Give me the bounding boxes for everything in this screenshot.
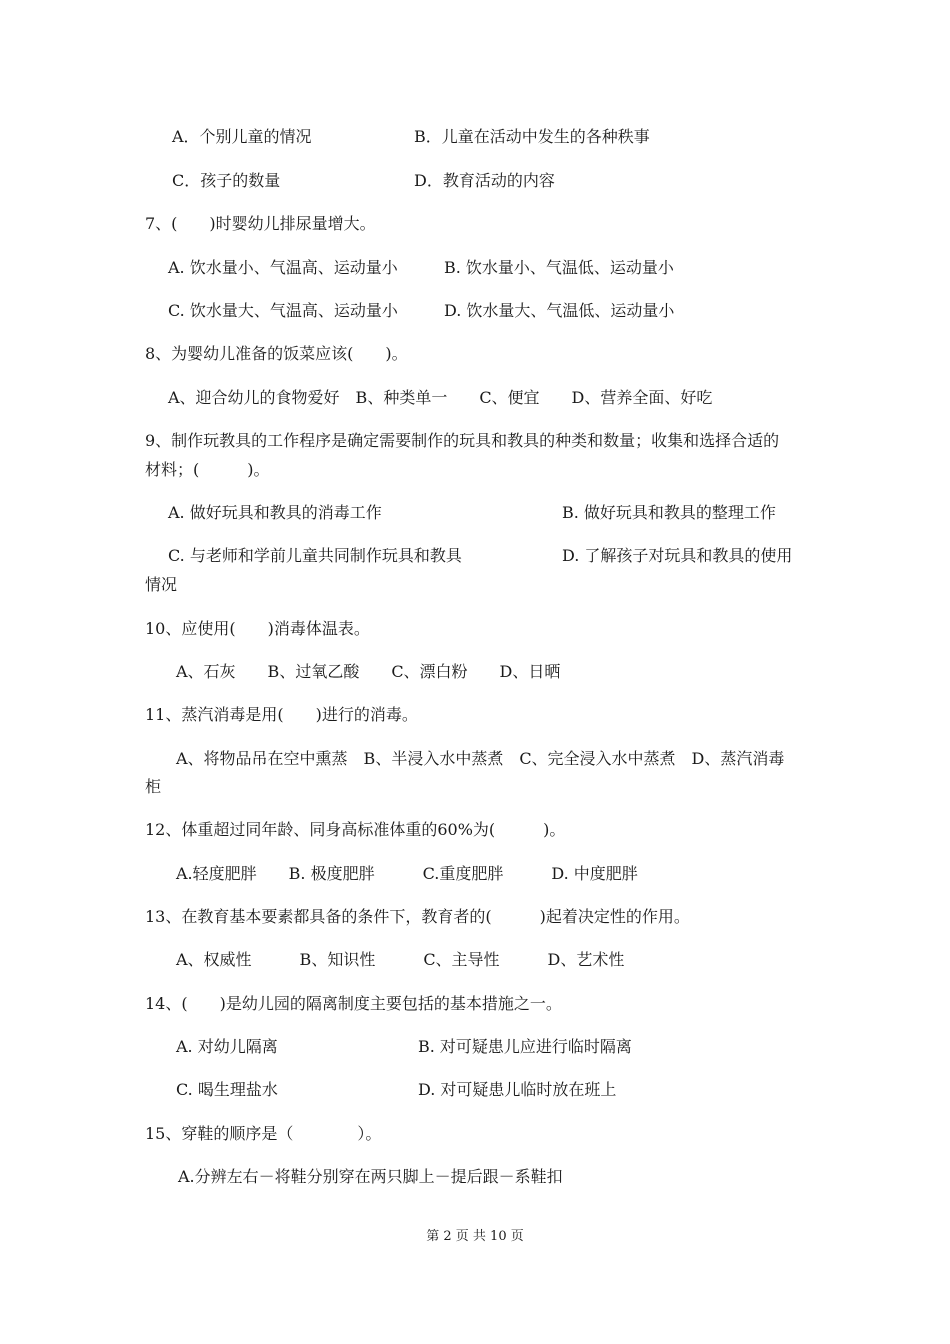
question-9: 9、制作玩教具的工作程序是确定需要制作的玩具和教具的种类和数量；收集和选择合适的 — [145, 431, 780, 450]
q11-options-continued: 柜 — [145, 777, 162, 796]
q6-option-a: A．个别儿童的情况 — [172, 127, 312, 146]
question-15: 15、穿鞋的顺序是（ ）。 — [145, 1124, 382, 1143]
q15-option-a: A.分辨左右－将鞋分别穿在两只脚上－提后跟－系鞋扣 — [178, 1167, 563, 1186]
question-14: 14、( )是幼儿园的隔离制度主要包括的基本措施之一。 — [145, 994, 562, 1013]
question-11: 11、蒸汽消毒是用( )进行的消毒。 — [145, 705, 418, 724]
q6-option-d: D．教育活动的内容 — [414, 171, 555, 190]
q10-options: A、石灰 B、过氧乙酸 C、漂白粉 D、日晒 — [176, 662, 561, 681]
q7-option-c: C. 饮水量大、气温高、运动量小 — [168, 301, 398, 320]
question-12: 12、体重超过同年龄、同身高标准体重的60%为( )。 — [145, 820, 566, 839]
q11-options: A、将物品吊在空中熏蒸 B、半浸入水中蒸煮 C、完全浸入水中蒸煮 D、蒸汽消毒 — [176, 749, 785, 768]
q8-options: A、迎合幼儿的食物爱好 B、种类单一 C、便宜 D、营养全面、好吃 — [168, 388, 713, 407]
q14-option-d: D. 对可疑患儿临时放在班上 — [418, 1080, 617, 1099]
question-8: 8、为婴幼儿准备的饭菜应该( )。 — [145, 344, 408, 363]
q13-options: A、权威性 B、知识性 C、主导性 D、艺术性 — [176, 950, 625, 969]
q6-option-b: B．儿童在活动中发生的各种秩事 — [414, 127, 650, 146]
q9-option-d-continued: 情况 — [145, 575, 178, 594]
page-number: 第 2 页 共 10 页 — [426, 1229, 524, 1244]
q9-option-b: B. 做好玩具和教具的整理工作 — [562, 503, 776, 522]
question-13: 13、在教育基本要素都具备的条件下，教育者的( )起着决定性的作用。 — [145, 907, 690, 926]
q12-options: A.轻度肥胖 B. 极度肥胖 C.重度肥胖 D. 中度肥胖 — [176, 864, 638, 883]
q9-option-a: A. 做好玩具和教具的消毒工作 — [168, 503, 382, 522]
q7-option-d: D. 饮水量大、气温低、运动量小 — [444, 301, 675, 320]
q6-option-c: C．孩子的数量 — [172, 171, 281, 190]
q14-option-a: A. 对幼儿隔离 — [176, 1037, 278, 1056]
q9-option-d: D. 了解孩子对玩具和教具的使用 — [562, 546, 793, 565]
question-7: 7、( )时婴幼儿排尿量增大。 — [145, 214, 376, 233]
question-10: 10、应使用( )消毒体温表。 — [145, 619, 370, 638]
q9-option-c: C. 与老师和学前儿童共同制作玩具和教具 — [168, 546, 462, 565]
q7-option-a: A. 饮水量小、气温高、运动量小 — [168, 258, 398, 277]
q14-option-b: B. 对可疑患儿应进行临时隔离 — [418, 1037, 632, 1056]
q7-option-b: B. 饮水量小、气温低、运动量小 — [444, 258, 674, 277]
q14-option-c: C. 喝生理盐水 — [176, 1080, 278, 1099]
question-9-continued: 材料；( )。 — [145, 460, 270, 479]
